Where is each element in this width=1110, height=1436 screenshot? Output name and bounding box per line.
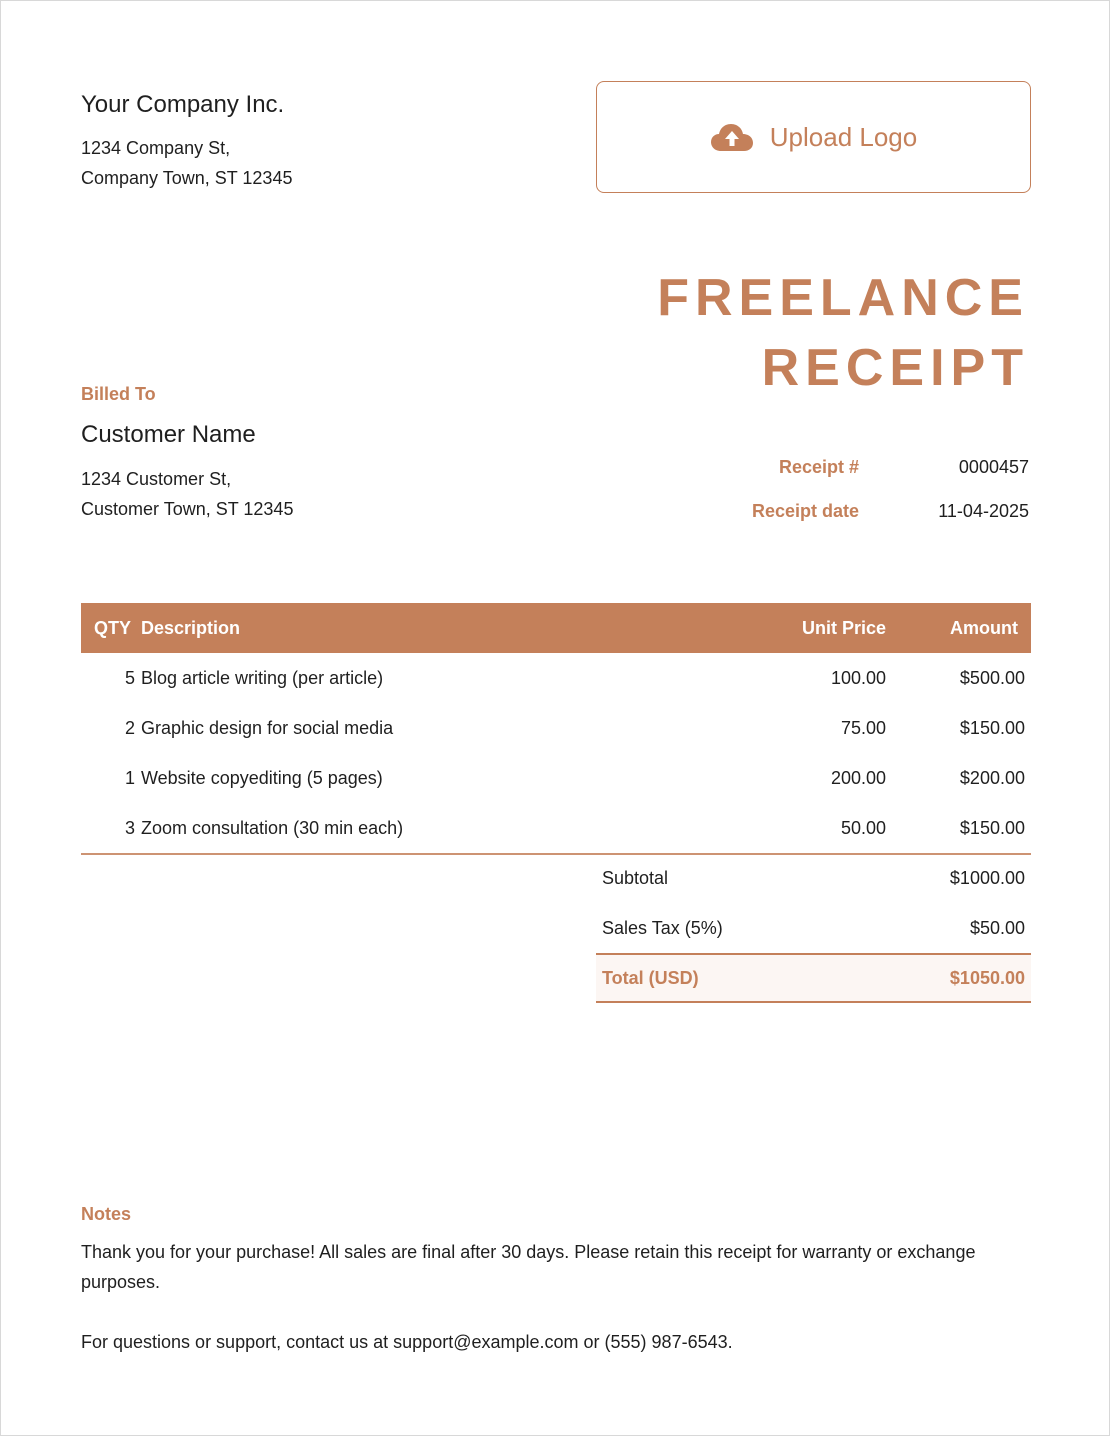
table-row <box>81 703 1031 753</box>
header-description: Description <box>141 617 241 638</box>
notes-contact: For questions or support, contact us at support@example.com or (555) 987-6543. <box>81 1332 733 1352</box>
totals-block <box>596 853 1031 1003</box>
total-label: Total (USD) <box>602 967 699 988</box>
cloud-upload-icon <box>710 122 754 152</box>
customer-address-line2: Customer Town, ST 12345 <box>81 499 294 519</box>
company-name: Your Company Inc. <box>81 91 285 118</box>
header-unit-price: Unit Price <box>801 617 886 638</box>
company-address <box>81 133 292 193</box>
line-items-table <box>81 603 1031 855</box>
receipt-date-label: Receipt date <box>751 500 859 521</box>
row-amount: $150.00 <box>959 717 1025 738</box>
row-unit-price: 50.00 <box>840 817 886 838</box>
header-amount: Amount <box>950 617 1018 638</box>
table-row <box>81 753 1031 803</box>
row-amount: $200.00 <box>959 767 1025 788</box>
receipt-number-value: 0000457 <box>958 456 1029 477</box>
subtotal-label: Subtotal <box>602 867 669 888</box>
row-description: Blog article writing (per article) <box>141 667 384 688</box>
row-amount: $500.00 <box>959 667 1025 688</box>
tax-row <box>596 903 1031 953</box>
row-qty: 3 <box>124 817 135 838</box>
subtotal-row <box>596 853 1031 903</box>
header-qty: QTY <box>94 617 132 638</box>
row-description: Graphic design for social media <box>141 717 394 738</box>
total-row <box>596 953 1031 1003</box>
table-header <box>81 603 1031 653</box>
customer-address <box>81 464 293 524</box>
table-row <box>81 653 1031 703</box>
row-unit-price: 75.00 <box>840 717 886 738</box>
row-description: Website copyediting (5 pages) <box>141 767 383 788</box>
tax-value: $50.00 <box>969 917 1025 938</box>
row-qty: 1 <box>124 767 135 788</box>
company-address-line2: Company Town, ST 12345 <box>81 168 293 188</box>
billed-to-label: Billed To <box>81 384 156 404</box>
upload-logo-button[interactable] <box>596 81 1031 193</box>
table-row <box>81 803 1031 853</box>
document-title <box>529 263 1029 403</box>
receipt-date-value: 11-04-2025 <box>938 500 1029 521</box>
row-unit-price: 100.00 <box>830 667 886 688</box>
total-value: $1050.00 <box>949 967 1025 988</box>
row-amount: $150.00 <box>959 817 1025 838</box>
title-line2: RECEIPT <box>761 339 1029 397</box>
notes-label: Notes <box>81 1204 132 1224</box>
company-address-line1: 1234 Company St, <box>81 138 231 158</box>
row-unit-price: 200.00 <box>830 767 886 788</box>
customer-name: Customer Name <box>81 421 256 448</box>
customer-address-line1: 1234 Customer St, <box>81 469 232 489</box>
tax-label: Sales Tax (5%) <box>602 917 723 938</box>
upload-logo-label: Upload Logo <box>769 121 918 152</box>
row-qty: 5 <box>124 667 135 688</box>
row-description: Zoom consultation (30 min each) <box>141 817 404 838</box>
title-line1: FREELANCE <box>657 269 1029 327</box>
receipt-number-label: Receipt # <box>778 456 859 477</box>
row-qty: 2 <box>124 717 135 738</box>
subtotal-value: $1000.00 <box>949 867 1025 888</box>
receipt-date-row <box>609 497 1029 525</box>
receipt-number-row <box>609 453 1029 481</box>
notes-text: Thank you for your purchase! All sales are final after 30 days. Please retain this receipt for warranty or exchange purposes. <box>81 1242 976 1292</box>
